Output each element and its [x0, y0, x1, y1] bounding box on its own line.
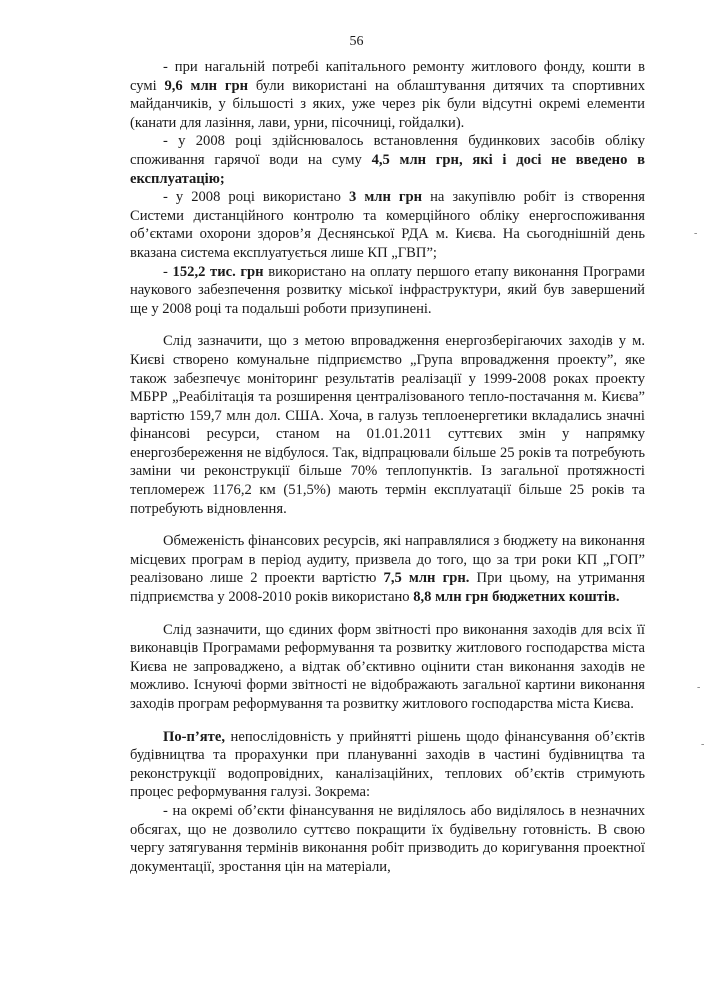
bold-text-run: 4,5 млн грн, які і досі не введено в експлуатацію; [130, 151, 645, 187]
text-run: Обмеженість фінансових ресурсів, які направлялися з бюджету на виконання місцевих програм в період аудиту, призвела до того, що за три роки КП „ГОП” реалізовано лише 2 проекти вартістю [130, 533, 645, 587]
scan-speck: - [694, 228, 698, 239]
paragraph-limited-resources [130, 532, 645, 606]
text-run: - у 2008 році здійснювалось встановлення будинкових засобів обліку споживання гарячої води на суму [130, 133, 645, 168]
scan-speck: - [697, 682, 701, 693]
bold-text-run: 152,2 тис. грн [172, 263, 264, 280]
text-run: - [163, 263, 173, 280]
document-body [130, 58, 645, 876]
paragraph-hot-water-meters [130, 132, 645, 188]
bold-text-run: 9,6 млн грн [164, 77, 249, 94]
paragraph-playgrounds [130, 58, 645, 132]
page-number: 56 [349, 34, 364, 49]
text-run: - на окремі об’єкти фінансування не виділялось або виділялось в незначних обсягах, що не дозволило суттєво покращити їх будівельну готовність. В свою чергу затягування термінів виконання робіт призводить до коригування проектної документації, зростання цін на матеріали, [130, 802, 645, 875]
bold-text-run: 3 млн грн [349, 189, 423, 206]
text-run: - при нагальній потребі капітального ремонту житлового фонду, кошти в сумі [130, 59, 645, 94]
paragraph-fifth-point [130, 728, 645, 802]
text-run: на закупівлю робіт із створення Системи дистанційного контролю та комерційного обліку енергоспоживання об’єктами охорони здоров’я Деснянської РДА м. Києва. На сьогоднішній день вказана система експлуатується лише КП „ГВП”; [130, 189, 645, 261]
scan-speck: - [701, 739, 705, 750]
text-run: При цьому, на утримання підприємства у 2008-2010 років використано [130, 570, 645, 606]
text-run: непослідовність у прийнятті рішень щодо фінансування об’єктів будівництва та прорахунки при плануванні заходів в частині будівництва та реконструкції водопровідних, каналізаційних, теплових об’єктів стримують процес реформування галузі. Зокрема: [130, 728, 645, 801]
paragraph-reporting-forms [130, 621, 645, 714]
bold-text-run: По-п’яте, [163, 728, 225, 745]
paragraph-remote-control-system [130, 188, 645, 262]
text-run: Слід зазначити, що єдиних форм звітності про виконання заходів для всіх її виконавців Програмами реформування та розвитку житлового господарства міста Києва не запроваджено, а відтак об’єктивно оцінити стан виконання заходів не можливо. Існуючі форми звітності не відображають загальної картини виконання заходів програм реформування та розвитку житлового господарства міста Києва. [130, 621, 645, 712]
text-run: були використані на облаштування дитячих та спортивних майданчиків, у більшості з яких, уже через рік були відсутні окремі елементи (канати для лазіння, лави, урни, пісочниці, гойдалки). [130, 77, 645, 131]
paragraph-science-program [130, 263, 645, 319]
bold-text-run: 8,8 млн грн бюджетних коштів. [413, 589, 620, 606]
text-run: використано на оплату першого етапу виконання Програми наукового забезпечення розвитку міської інфраструктури, який був завершений ще у 2008 році та подальші роботи призупинені. [130, 263, 645, 317]
paragraph-construction-funding [130, 802, 645, 876]
text-run: - у 2008 році використано [163, 189, 350, 206]
bold-text-run: 7,5 млн грн. [383, 570, 470, 587]
paragraph-energy-saving [130, 332, 645, 518]
text-run: Слід зазначити, що з метою впровадження енергозберігаючих заходів у м. Києві створено комунальне підприємство „Група впровадження проекту”, яке також забезпечує моніторинг результатів реалізації у 1999-2008 роках проекту МБРР „Реабілітація та розширення централізованого тепло-постачання м. Києва” вартістю 159,7 млн дол. США. Хоча, в галузь теплоенергетики вкладались значні фінансові ресурси, станом на 01.01.2011 суттєвих змін у напрямку енергозбереження не відбулося. Так, відпрацювали більше 25 років та потребують заміни чи реконструкції більше 70% теплопунктів. Із загальної протяжності тепломереж 1176,2 км (51,5%) мають термін експлуатації більше 25 років та потребують відновлення. [130, 333, 645, 517]
